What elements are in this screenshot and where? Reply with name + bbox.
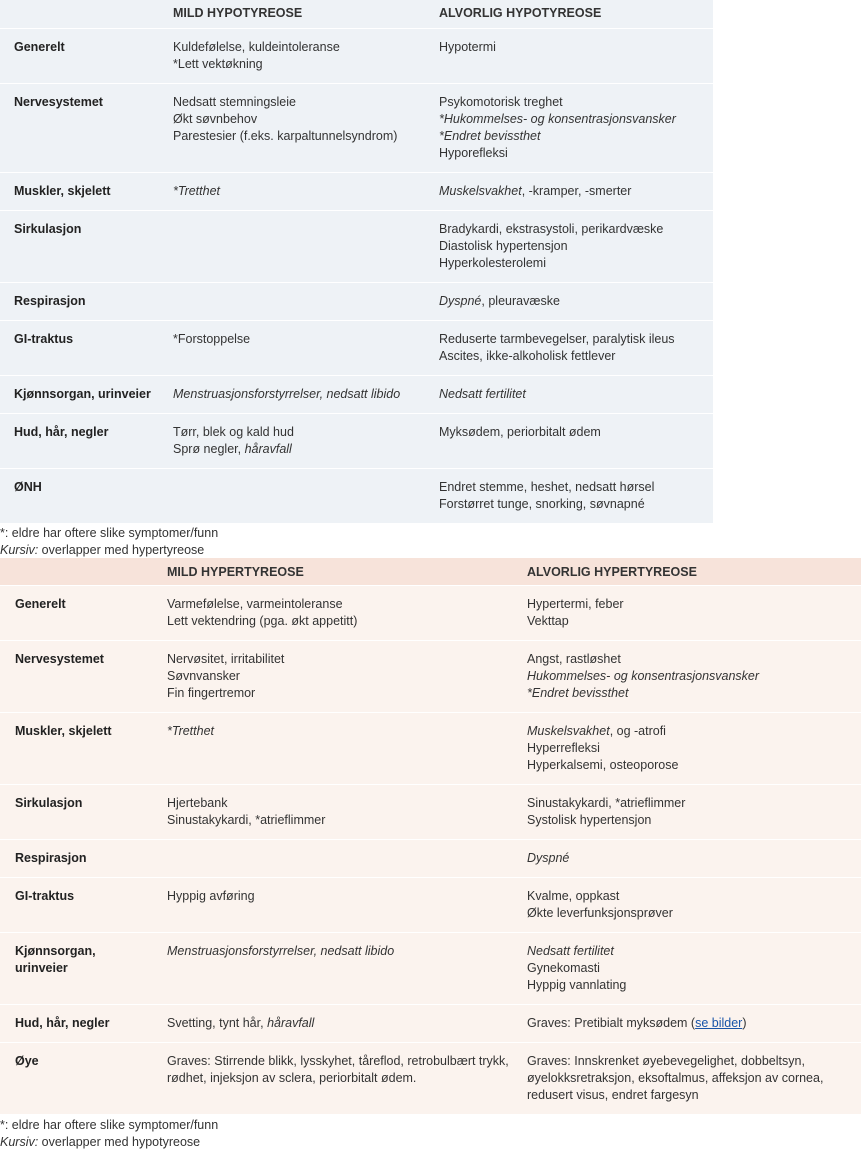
hypo-mild-line: Tørr, blek og kald hud [173, 424, 294, 439]
hypo-severe-line: Nedsatt fertilitet [439, 386, 526, 401]
hyper-mild-line: *Tretthet [167, 724, 215, 738]
hypo-cell-mild [173, 282, 439, 320]
hypo-table-body [0, 28, 713, 523]
hyper-severe-text-part: Muskelsvakhet [527, 724, 610, 738]
hyper-severe-line: Hyperrefleksi [527, 741, 600, 755]
hypo-header-mild: MILD HYPOTYREOSE [173, 6, 303, 20]
hyper-severe-line: Dyspné [527, 851, 570, 865]
hyper-mild-line: Sinustakykardi, *atrieflimmer [167, 813, 326, 827]
hypo-cell-severe [439, 413, 713, 468]
hypo-header-row [0, 0, 713, 28]
hypo-mild-line: Kuldefølelse, kuldeintoleranse [173, 39, 340, 54]
hypo-table-row [0, 413, 713, 468]
hyper-cell-mild [167, 1005, 527, 1043]
hyper-note-italic-text: overlapper med hypotyreose [38, 1135, 201, 1149]
hyper-severe-line: Angst, rastløshet [527, 652, 621, 666]
hypo-table-row [0, 28, 713, 83]
hypo-mild-line: Nedsatt stemningsleie [173, 94, 296, 109]
hyper-table-row [0, 785, 861, 840]
hyper-severe-line: Hyppig vannlating [527, 978, 627, 992]
hypo-note-italic [0, 542, 861, 559]
hyper-mild-line: Varmefølelse, varmeintoleranse [167, 597, 343, 611]
hyper-mild-line [167, 1015, 527, 1032]
hypo-cell-mild [173, 83, 439, 172]
hyper-cell-mild [167, 1043, 527, 1115]
hypo-severe-line: Diastolisk hypertensjon [439, 238, 568, 253]
hypo-cell-mild [173, 468, 439, 523]
hyper-cell-severe [527, 878, 861, 933]
hypo-mild-line [173, 441, 439, 458]
hyper-cell-mild [167, 840, 527, 878]
hyper-severe-text-part: Graves: Pretibialt myksødem ( [527, 1016, 696, 1030]
hypo-cell-severe [439, 28, 713, 83]
hypo-cell-mild [173, 28, 439, 83]
hyper-severe-line: Graves: Innskrenket øyebevegelighet, dobbeltsyn, øyelokksretraksjon, eksoftalmus, affeksjon av cornea, redusert visus, endret fargesyn [527, 1054, 824, 1102]
hyper-severe-line: Gynekomasti [527, 961, 600, 975]
hyper-row-label: Sirkulasjon [0, 785, 167, 840]
hyper-cell-severe [527, 785, 861, 840]
hyper-severe-line [527, 723, 861, 740]
hyper-header-empty [0, 558, 167, 586]
hypo-severe-text-part: , pleuravæske [481, 293, 560, 308]
hyper-row-label: Øye [0, 1043, 167, 1115]
hypo-severe-line: Myksødem, periorbitalt ødem [439, 424, 601, 439]
hypo-row-label: Generelt [0, 28, 173, 83]
hypo-row-label: Sirkulasjon [0, 210, 173, 282]
hypo-cell-mild [173, 172, 439, 210]
hyper-row-label: GI-traktus [0, 878, 167, 933]
hypo-severe-line [439, 293, 713, 310]
hyper-mild-line: Hjertebank [167, 796, 228, 810]
hypo-row-label: Hud, hår, negler [0, 413, 173, 468]
hypo-table-row [0, 172, 713, 210]
hypo-table-row [0, 320, 713, 375]
hyper-table-row [0, 933, 861, 1005]
hyper-severe-text-part: , og -atrofi [609, 724, 666, 738]
hypo-cell-severe [439, 468, 713, 523]
hyper-cell-severe [527, 933, 861, 1005]
hypo-mild-text-part: håravfall [244, 441, 292, 456]
hyper-row-label: Respirasjon [0, 840, 167, 878]
hypo-table-row [0, 468, 713, 523]
hyper-mild-line: Menstruasjonsforstyrrelser, nedsatt libido [167, 944, 395, 958]
hypo-row-label: Kjønnsorgan, urinveier [0, 375, 173, 413]
hyper-note-italic [0, 1134, 861, 1151]
hyper-table-row [0, 713, 861, 785]
hyper-severe-line: Systolisk hypertensjon [527, 813, 652, 827]
hypo-table-row [0, 282, 713, 320]
hyper-table-row [0, 641, 861, 713]
hyper-severe-text-part: ) [742, 1016, 747, 1030]
hypo-mild-text-part: Sprø negler, [173, 441, 245, 456]
hypo-severe-line: Hyperkolesterolemi [439, 255, 546, 270]
hypo-severe-line: Reduserte tarmbevegelser, paralytisk ileus [439, 331, 675, 346]
hypo-severe-text-part: Dyspné [439, 293, 482, 308]
hyper-cell-severe [527, 586, 861, 641]
hypo-severe-line: Hypotermi [439, 39, 496, 54]
hypo-severe-text-part: Muskelsvakhet [439, 183, 522, 198]
hyper-severe-line: Økte leverfunksjonsprøver [527, 906, 673, 920]
hypo-row-label: ØNH [0, 468, 173, 523]
hyper-table-row [0, 1043, 861, 1115]
hyper-cell-severe [527, 641, 861, 713]
hyper-cell-severe [527, 713, 861, 785]
hyper-severe-line: Kvalme, oppkast [527, 889, 620, 903]
hypo-header-severe: ALVORLIG HYPOTYREOSE [439, 6, 602, 20]
hypo-cell-mild [173, 210, 439, 282]
hyper-table-row [0, 586, 861, 641]
hypo-row-label: GI-traktus [0, 320, 173, 375]
hypo-table-row [0, 375, 713, 413]
hypo-cell-severe [439, 282, 713, 320]
hyper-severe-line: Sinustakykardi, *atrieflimmer [527, 796, 686, 810]
hyper-cell-severe [527, 1043, 861, 1115]
hypo-mild-line: Økt søvnbehov [173, 111, 258, 126]
hyper-note-star: *: eldre har oftere slike symptomer/funn [0, 1118, 219, 1132]
hyper-severe-line: Hukommelses- og konsentrasjonsvansker [527, 669, 760, 683]
hypo-mild-line: Parestesier (f.eks. karpaltunnelsyndrom) [173, 128, 398, 143]
hyper-mild-text-part: Svetting, tynt hår, [167, 1016, 268, 1030]
hyper-mild-text-part: håravfall [267, 1016, 315, 1030]
hypo-severe-line: Bradykardi, ekstrasystoli, perikardvæske [439, 221, 664, 236]
hypo-mild-line: *Forstoppelse [173, 331, 251, 346]
hypo-row-label: Respirasjon [0, 282, 173, 320]
hypo-row-label: Muskler, skjelett [0, 172, 173, 210]
hyper-cell-mild [167, 713, 527, 785]
hyper-row-label: Muskler, skjelett [0, 713, 167, 785]
hyper-cell-severe [527, 840, 861, 878]
hypo-footnotes [0, 523, 861, 558]
hypo-severe-line: Forstørret tunge, snorking, søvnapné [439, 496, 645, 511]
hyper-severe-line: *Endret bevissthet [527, 686, 629, 700]
hypo-cell-mild [173, 320, 439, 375]
hyper-header-row [0, 558, 861, 586]
hyper-mild-line: Graves: Stirrende blikk, lysskyhet, tåreflod, retrobulbært trykk, rødhet, injeksjon av sclera, periorbitalt ødem. [167, 1054, 509, 1085]
hyper-row-label: Hud, hår, negler [0, 1005, 167, 1043]
hyper-table-row [0, 878, 861, 933]
hypo-severe-line: Ascites, ikke-alkoholisk fettlever [439, 348, 616, 363]
hypo-severe-line: *Endret bevissthet [439, 128, 541, 143]
hypo-severe-line [439, 183, 713, 200]
hyper-note-italic-label: Kursiv: [0, 1135, 39, 1149]
hyper-severe-line: Vekttap [527, 614, 569, 628]
hyperthyroidism-table [0, 558, 861, 1115]
hyper-cell-mild [167, 586, 527, 641]
hyper-cell-mild [167, 933, 527, 1005]
hyper-row-label: Generelt [0, 586, 167, 641]
hypothyroidism-table [0, 0, 713, 523]
hyper-header-mild: MILD HYPERTYREOSE [167, 564, 304, 579]
hyper-cell-severe [527, 1005, 861, 1043]
hypo-mild-line: Menstruasjonsforstyrrelser, nedsatt libido [173, 386, 401, 401]
hypo-table-row [0, 83, 713, 172]
hyper-severe-line: Hyperkalsemi, osteoporose [527, 758, 679, 772]
hypo-cell-mild [173, 375, 439, 413]
hyper-row-label: Kjønnsorgan, urinveier [0, 933, 167, 1005]
hyper-cell-mild [167, 878, 527, 933]
hypo-severe-line: Psykomotorisk treghet [439, 94, 563, 109]
hyper-table-body [0, 586, 861, 1115]
hypo-mild-line: *Lett vektøkning [173, 56, 263, 71]
hypo-header-empty [0, 0, 173, 28]
hyper-mild-line: Nervøsitet, irritabilitet [167, 652, 285, 666]
hyper-row-label: Nervesystemet [0, 641, 167, 713]
hypo-cell-severe [439, 375, 713, 413]
hypo-severe-line: Hyporefleksi [439, 145, 508, 160]
hypo-cell-severe [439, 172, 713, 210]
hyper-table-row [0, 1005, 861, 1043]
hyper-cell-mild [167, 641, 527, 713]
hypo-cell-severe [439, 320, 713, 375]
hyper-table-row [0, 840, 861, 878]
hyper-severe-line [527, 1015, 861, 1032]
hyper-severe-line: Nedsatt fertilitet [527, 944, 614, 958]
hyper-header-severe: ALVORLIG HYPERTYREOSE [527, 564, 697, 579]
hypo-mild-line: *Tretthet [173, 183, 221, 198]
hyper-mild-line: Lett vektendring (pga. økt appetitt) [167, 614, 358, 628]
hypo-note-star: *: eldre har oftere slike symptomer/funn [0, 525, 219, 540]
hypo-cell-severe [439, 210, 713, 282]
hypo-severe-line: *Hukommelses- og konsentrasjonsvansker [439, 111, 676, 126]
hypo-cell-severe [439, 83, 713, 172]
hypo-note-italic-text: overlapper med hypertyreose [38, 542, 205, 557]
see-images-link[interactable]: se bilder [695, 1016, 743, 1030]
hyper-footnotes [0, 1114, 861, 1151]
hypo-row-label: Nervesystemet [0, 83, 173, 172]
hyper-severe-line: Hypertermi, feber [527, 597, 624, 611]
hypo-cell-mild [173, 413, 439, 468]
hypo-severe-line: Endret stemme, heshet, nedsatt hørsel [439, 479, 655, 494]
hypo-table-row [0, 210, 713, 282]
hypo-severe-text-part: , -kramper, -smerter [521, 183, 632, 198]
hyper-cell-mild [167, 785, 527, 840]
hypo-note-italic-label: Kursiv: [0, 542, 39, 557]
hyper-mild-line: Fin fingertremor [167, 686, 256, 700]
hyper-mild-line: Hyppig avføring [167, 889, 255, 903]
hyper-mild-line: Søvnvansker [167, 669, 240, 683]
